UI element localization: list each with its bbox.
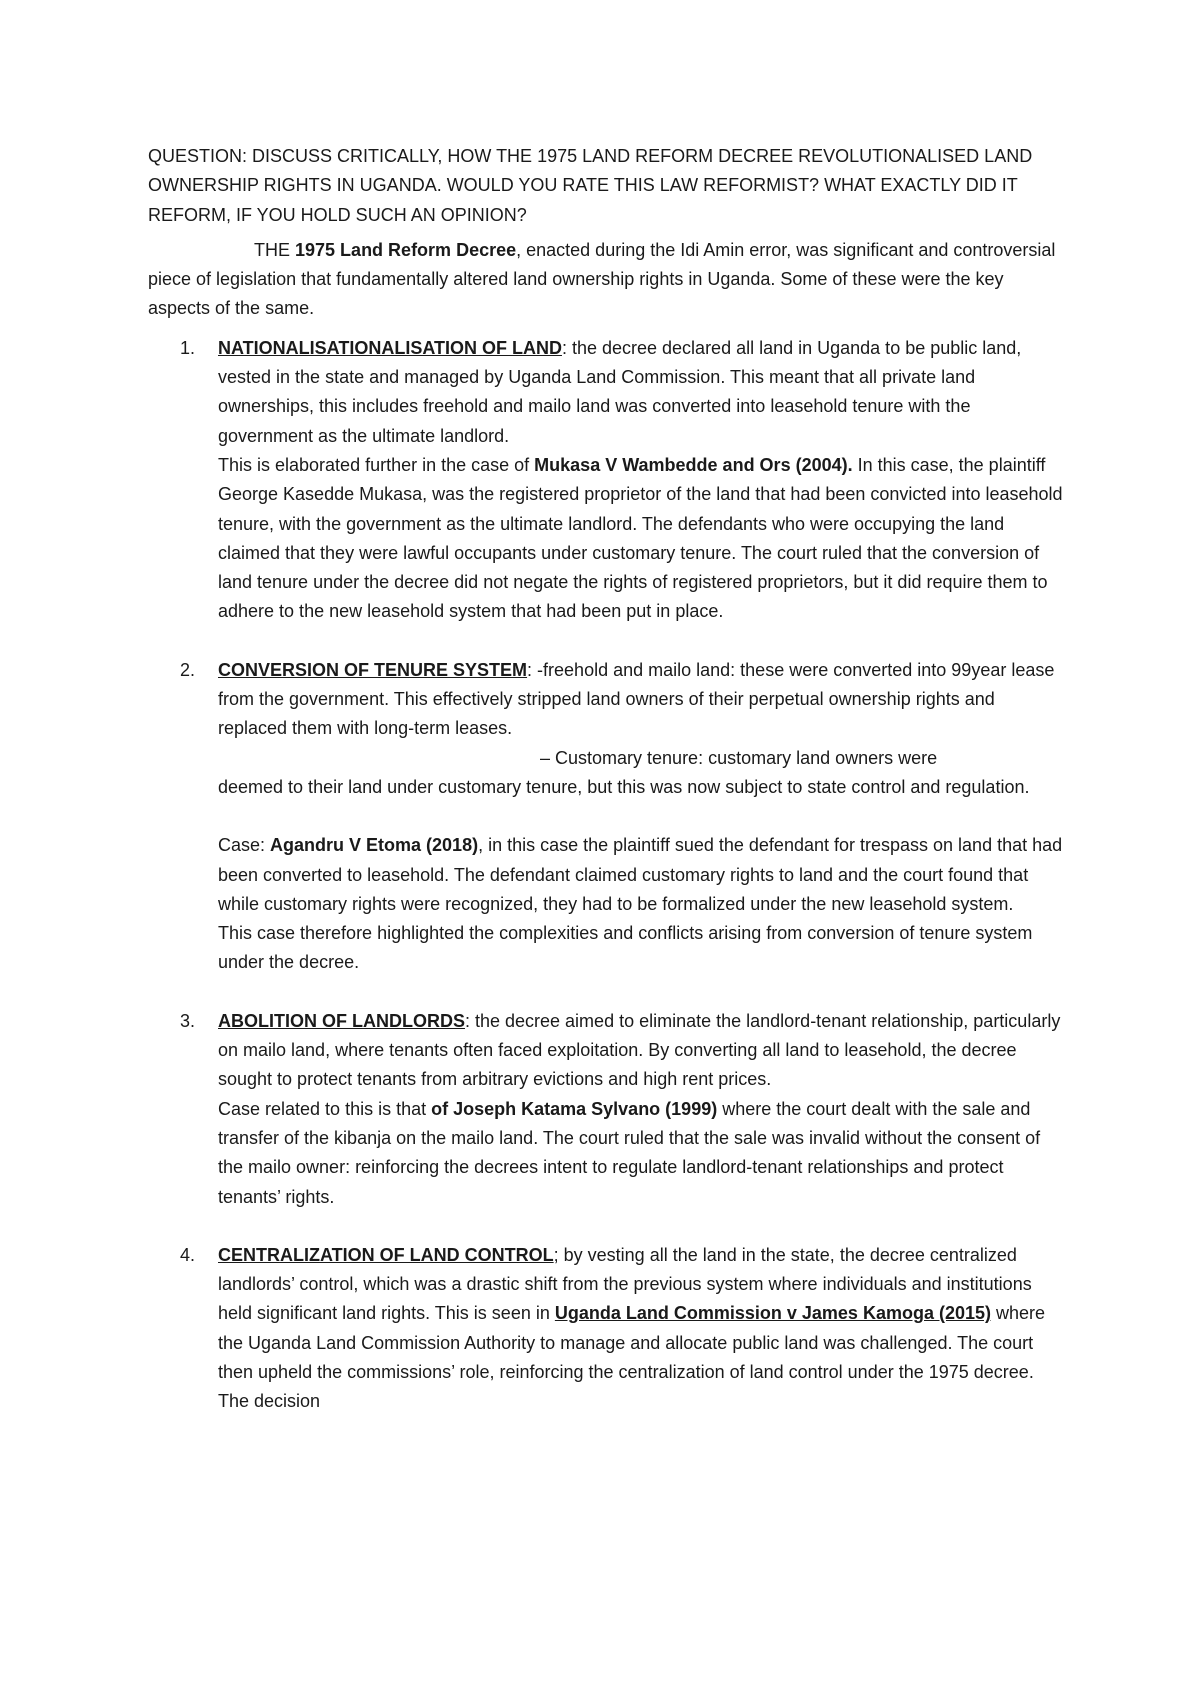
point-paragraph: deemed to their land under customary tenure, but this was now subject to state control and regulation.	[218, 776, 1030, 797]
case-intro: Case related to this is that	[218, 1098, 432, 1119]
case-paragraph	[218, 451, 1068, 627]
list-number: 3.	[180, 1010, 196, 1031]
list-item	[148, 334, 1068, 656]
point-heading: CENTRALIZATION OF LAND CONTROL	[218, 1244, 554, 1265]
list-number: 1.	[180, 337, 196, 358]
case-paragraph	[218, 831, 1068, 919]
point-heading: ABOLITION OF LANDLORDS	[218, 1010, 465, 1031]
list-item	[148, 1241, 1068, 1417]
case-paragraph	[218, 1095, 1068, 1212]
case-name: of Joseph Katama Sylvano (1999)	[431, 1098, 718, 1119]
point-text: ; by vesting all the land in the state, the decree centralized landlords’ control, which was a drastic shift from the previous system where individuals and institutions held significant land rights. This is seen in	[218, 1244, 1032, 1324]
customary-tenure-line: – Customary tenure: customary land owners were	[540, 747, 938, 768]
list-number: 2.	[180, 659, 196, 680]
point-text: : the decree aimed to eliminate the landlord-tenant relationship, particularly on mailo land, where tenants often faced exploitation. By converting all land to leasehold, the decree sought to protect tenants from arbitrary evictions and high rent prices.	[218, 1010, 1061, 1090]
question-heading: QUESTION: DISCUSS CRITICALLY, HOW THE 1975 LAND REFORM DECREE REVOLUTIONALISED LAND OWNERSHIP RIGHTS IN UGANDA. WOULD YOU RATE THIS LAW REFORMIST? WHAT EXACTLY DID IT REFORM, IF YOU HOLD SUCH AN OPINION?	[148, 146, 1033, 225]
document-body	[148, 142, 1068, 1417]
point-heading: CONVERSION OF TENURE SYSTEM	[218, 659, 528, 680]
list-number: 4.	[180, 1244, 196, 1265]
list-item	[148, 1007, 1068, 1241]
case-text: where the court dealt with the sale and transfer of the kibanja on the mailo land. The court ruled that the sale was invalid without the consent of the mailo owner: reinforcing the decrees intent to regulate landlord-tenant relationships and protect tenants’ rights.	[218, 1098, 1041, 1207]
point-paragraph	[218, 334, 1068, 451]
intro-bold: 1975 Land Reform Decree	[295, 239, 517, 260]
intro-paragraph	[148, 236, 1068, 324]
point-paragraph	[218, 1241, 1068, 1417]
case-name: Mukasa V Wambedde and Ors (2004).	[534, 454, 853, 475]
case-name: Agandru V Etoma (2018)	[270, 835, 479, 856]
key-aspects-list	[148, 334, 1068, 1417]
case-intro: This is elaborated further in the case of	[218, 454, 535, 475]
point-text: : the decree declared all land in Uganda to be public land, vested in the state and managed by Uganda Land Commission. This meant that all private land ownerships, this includes freehold and mailo land was converted into leasehold tenure with the government as the ultimate landlord.	[218, 337, 1022, 446]
case-text: where the Uganda Land Commission Authority to manage and allocate public land was challenged. The court then upheld the commissions’ role, reinforcing the centralization of land control under the 1975 decree. The decision	[218, 1303, 1046, 1412]
intro-rest: , enacted during the Idi Amin error, was significant and controversial piece of legislation that fundamentally altered land ownership rights in Uganda. Some of these were the key aspects of the same.	[148, 239, 1056, 319]
case-text: In this case, the plaintiff George Kasedde Mukasa, was the registered proprietor of the land that had been convicted into leasehold tenure, with the government as the ultimate landlord. The defendants who were occupying the land claimed that they were lawful occupants under customary tenure. The court ruled that the conversion of land tenure under the decree did not negate the rights of registered proprietors, but it did require them to adhere to the new leasehold system that had been put in place.	[218, 454, 1063, 622]
case-intro: Case:	[218, 835, 271, 856]
intro-lead: THE	[254, 239, 296, 260]
point-paragraph: This case therefore highlighted the complexities and conflicts arising from conversion of tenure system under the decree.	[218, 923, 1033, 973]
case-name: Uganda Land Commission v James Kamoga (2015)	[554, 1303, 991, 1324]
list-item	[148, 656, 1068, 1007]
point-paragraph	[218, 656, 1068, 744]
point-heading: NATIONALISATIONALISATION OF LAND	[218, 337, 562, 358]
point-paragraph	[218, 1007, 1068, 1095]
point-text: : -freehold and mailo land: these were converted into 99year lease from the government. This effectively stripped land owners of their perpetual ownership rights and replaced them with long-term leases.	[218, 659, 1055, 739]
case-text: , in this case the plaintiff sued the defendant for trespass on land that had been converted to leasehold. The defendant claimed customary rights to land and the court found that while customary rights were recognized, they had to be formalized under the new leasehold system.	[218, 835, 1063, 914]
